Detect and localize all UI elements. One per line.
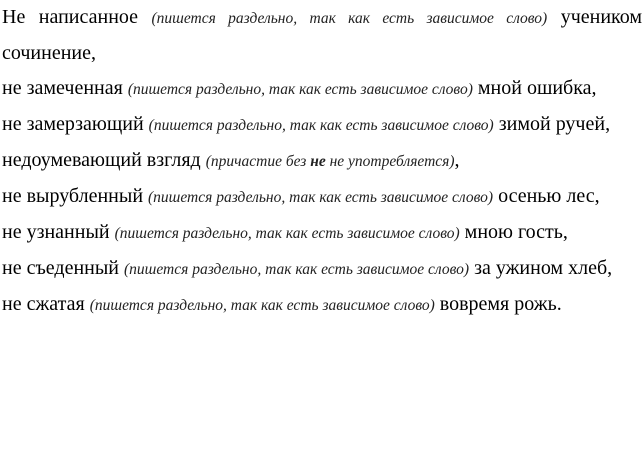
list-item [2,71,642,107]
phrase-lead: Не написанное [2,6,139,28]
spelling-note: (пишется раздельно, так как есть зависимое слово) [89,297,435,314]
spelling-note [206,153,455,170]
spelling-note: (пишется раздельно, так как есть зависимое слово) [127,81,473,98]
phrase-tail: за ужином хлеб, [474,257,613,279]
spelling-note: (пишется раздельно, так как есть зависимое слово) [148,189,494,206]
phrase-lead: не съеденный [2,257,120,279]
phrase-lead: недоумевающий взгляд [2,149,201,171]
phrase-tail: учеником сочинение, [2,6,643,64]
list-item [2,0,642,71]
phrase-tail: мной ошибка, [477,77,597,99]
phrase-tail: зимой ручей, [498,113,611,135]
note-text-after: не употребляется) [325,153,455,170]
phrase-tail: вовремя рожь. [439,293,562,315]
spelling-note: (пишется раздельно, так как есть зависимое слово) [148,117,494,134]
list-item [2,215,642,251]
phrase-lead: не вырубленный [2,185,144,207]
note-bold-particle: не [310,153,326,170]
list-item [2,143,642,179]
phrase-lead: не сжатая [2,293,85,315]
phrase-tail: , [454,149,460,171]
list-item [2,251,642,287]
phrase-lead: не замерзающий [2,113,144,135]
list-item [2,287,642,323]
spelling-note: (пишется раздельно, так как есть зависимое слово) [151,10,548,27]
spelling-note: (пишется раздельно, так как есть зависимое слово) [124,261,470,278]
phrase-tail: осенью лес, [498,185,600,207]
list-item [2,179,642,215]
phrase-lead: не узнанный [2,221,110,243]
phrase-tail: мною гость, [464,221,568,243]
phrase-lead: не замеченная [2,77,123,99]
list-item [2,107,642,143]
spelling-note: (пишется раздельно, так как есть зависимое слово) [114,225,460,242]
note-text-before: (причастие без [205,153,311,170]
